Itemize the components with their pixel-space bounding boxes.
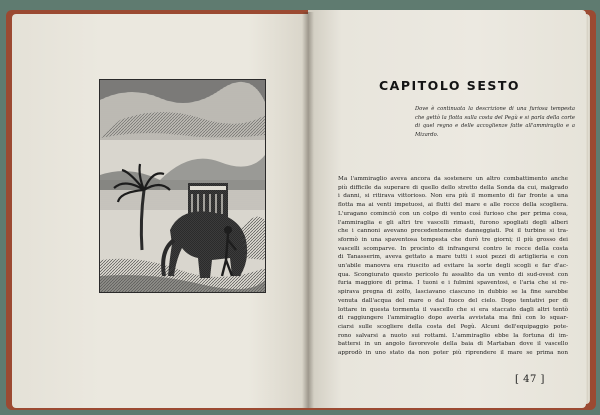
- text-line: approdò in uno stato da non poter più riprendere il mare se prima non: [338, 350, 568, 357]
- text-line: un'abile manovra era riuscito ad evitare la sorte degli scogli e far d'ac-: [338, 263, 568, 270]
- text-line: L'uragano cominciò con un colpo di vento così furioso che per prima cosa,: [338, 210, 568, 217]
- body-text: [338, 175, 568, 358]
- text-line: qua. Scongiurato questo pericolo fu assalito da un vento di sud-ovest con: [338, 271, 568, 278]
- text-line: più difficile da superare di quello dello stretto della Sonda da cui, malgrado: [338, 184, 568, 191]
- text-line: che i cannoni avevano precedentemente danneggiati. Poi il turbine si tra-: [338, 228, 568, 235]
- book-gutter: [302, 12, 314, 408]
- text-line: rono salvarsi a nuoto sui rottami. L'ammiraglio ebbe la fortuna di im-: [338, 332, 568, 339]
- text-line: ciarsi sulle scogliere della costa del Pegù. Alcuni dell'equipaggio pote-: [338, 323, 568, 330]
- text-line: sformò in una spaventosa tempesta che durò tre giorni; il più grosso dei: [338, 236, 568, 243]
- engraving-illustration: [99, 79, 266, 293]
- text-line: lottare in questa tormenta il vascello che si era staccato dagli altri tentò: [338, 306, 568, 313]
- text-line: vascelli scomparve. In procinto di infrangersi contro le rocce della costa: [338, 245, 568, 252]
- text-line: l'ammiraglia e gli altri tre vascelli rimasti, furono spogliati degli alberi: [338, 219, 568, 226]
- text-line: flotta ma ai venti impetuosi, ai flutti del mare e alle rocce della scogliera.: [338, 202, 568, 209]
- text-line: di Tanasserim, aveva gettato a mare tutti i suoi pezzi di artiglieria e con: [338, 254, 568, 261]
- chapter-title: CAPITOLO SESTO: [379, 78, 521, 93]
- page-number: [ 47 ]: [515, 374, 545, 385]
- elephant-engraving-image: [100, 80, 265, 292]
- text-line: Ma l'ammiraglio aveva ancora da sostenere un altro combattimento anche: [338, 176, 568, 182]
- text-line: di raggiungere l'ammiraglio dopo averla avvistata ma finì con lo squar-: [338, 315, 568, 322]
- text-line: spirava pregna di zolfo, lasciavano ciascuno in dubbio se la fine sarebbe: [338, 289, 568, 296]
- chapter-summary: Dove è continuata la descrizione di una furiosa tempesta che gettò la flotta sulla costa del Pegù e si parla della corte di quel regno e delle accoglienze fatte all'ammiraglio e a Mizardo.: [415, 106, 575, 138]
- text-line: battersi in un angolo favorevole della baia di Martaban dove il vascello: [338, 341, 568, 348]
- text-line: i danni, si ritirava vittorioso. Non era più il momento di far fronte a una: [338, 193, 568, 200]
- text-line: venuta dall'acqua del mare o dal fuoco del cielo. Dopo tentativi per di: [338, 297, 568, 304]
- text-line: furia maggiore di prima. I tuoni e i fulmini spaventosi, e l'aria che si re-: [338, 280, 568, 287]
